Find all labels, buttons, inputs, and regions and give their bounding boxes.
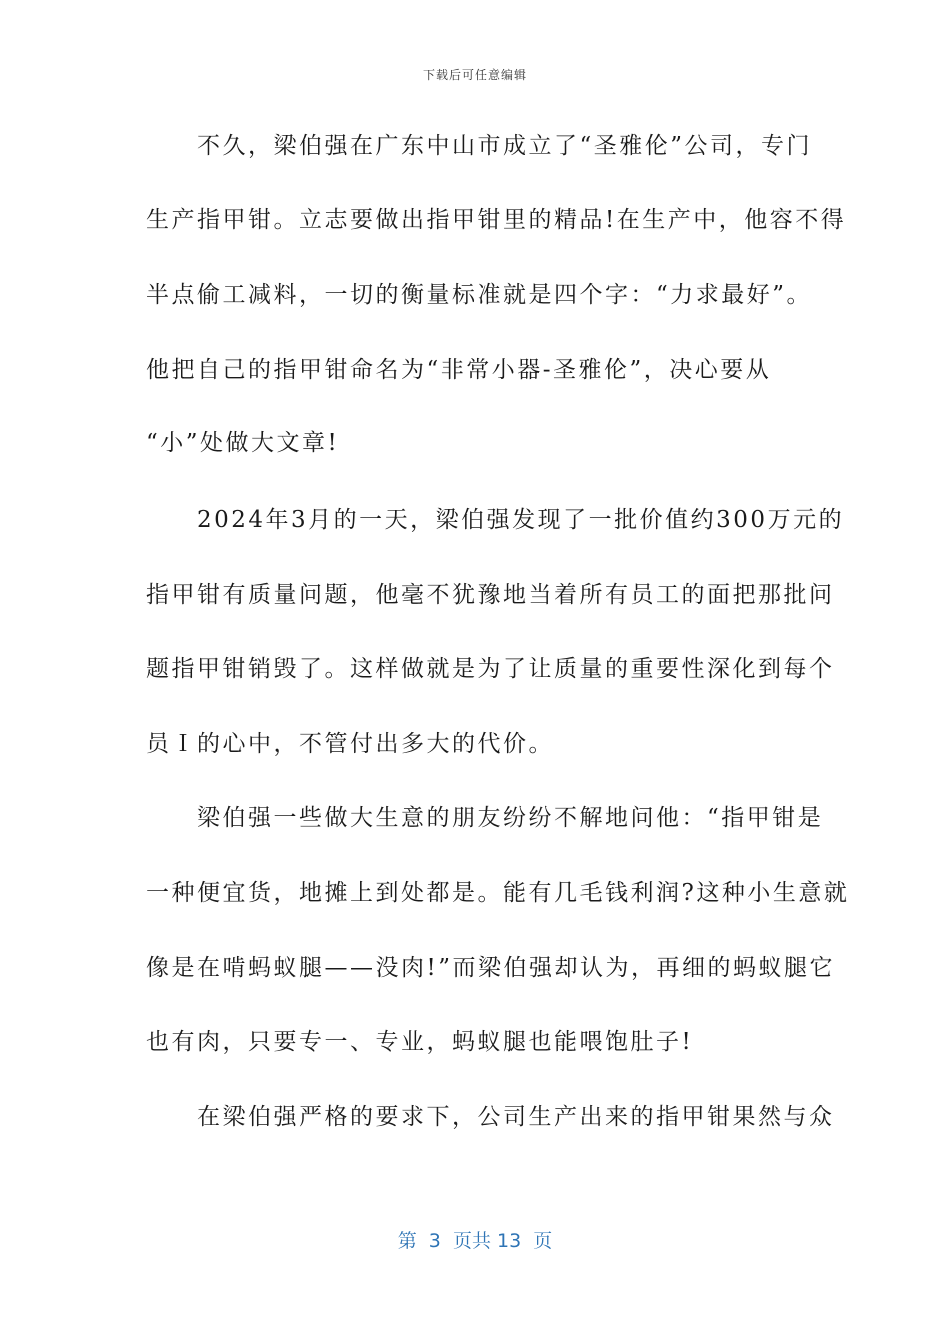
text-line: 2024年3月的一天，梁伯强发现了一批价值约300万元的 <box>146 507 845 533</box>
text-line: 像是在啃蚂蚁腿——没肉!”而梁伯强却认为，再细的蚂蚁腿它 <box>146 955 836 981</box>
text-line: “小”处做大文章! <box>146 430 340 456</box>
page-number-footer: 第 3 页共 13 页 <box>397 1230 553 1252</box>
text-line: 在梁伯强严格的要求下，公司生产出来的指甲钳果然与众 <box>146 1104 835 1130</box>
text-line: 梁伯强一些做大生意的朋友纷纷不解地问他：“指甲钳是 <box>146 805 824 831</box>
text-line: 题指甲钳销毁了。这样做就是为了让质量的重要性深化到每个 <box>146 656 835 682</box>
page-header: 下载后可任意编辑 <box>422 68 527 82</box>
text-line: 他把自己的指甲钳命名为“非常小器-圣雅伦”，决心要从 <box>146 357 772 383</box>
text-line: 也有肉，只要专一、专业，蚂蚁腿也能喂饱肚子! <box>146 1029 694 1055</box>
text-line: 一种便宜货，地摊上到处都是。能有几毛钱利润?这种小生意就 <box>146 880 850 906</box>
text-line: 指甲钳有质量问题，他毫不犹豫地当着所有员工的面把那批问 <box>146 582 835 608</box>
text-line: 生产指甲钳。立志要做出指甲钳里的精品!在生产中，他容不得 <box>146 207 847 233</box>
text-line: 半点偷工减料，一切的衡量标准就是四个字：“力求最好”。 <box>146 282 813 308</box>
text-line: 不久，梁伯强在广东中山市成立了“圣雅伦”公司，专门 <box>146 133 813 159</box>
text-line: 员Ｉ的心中，不管付出多大的代价。 <box>146 731 554 757</box>
